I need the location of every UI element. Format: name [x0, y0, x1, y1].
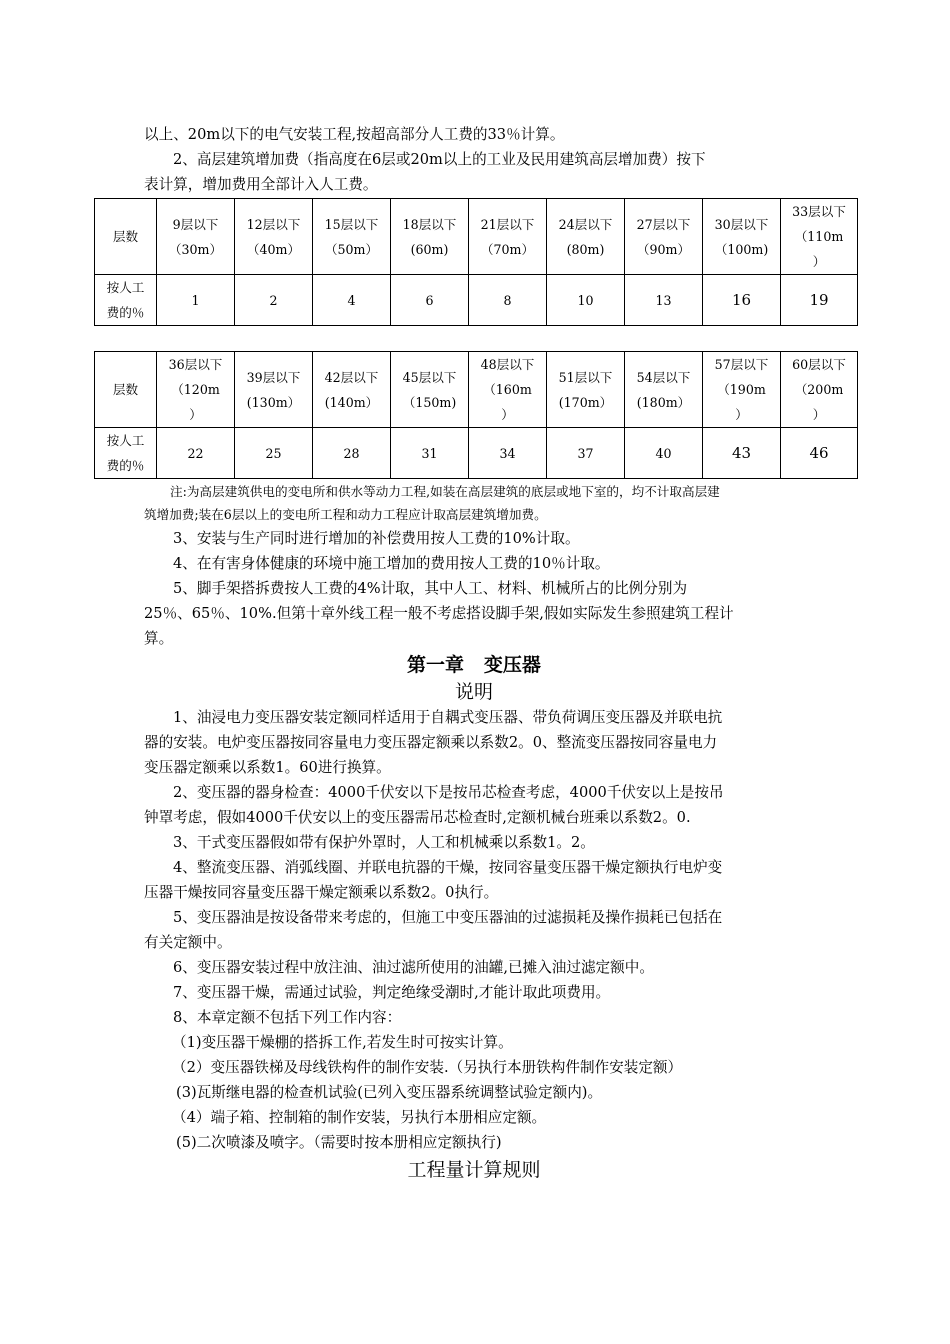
paragraph: 压器干燥按同容量变压器干燥定额乘以系数2。0执行。 — [144, 884, 499, 901]
floor-cell: 18层以下 (60m) — [391, 199, 469, 275]
intro-line-1: 以上、20m以下的电气安装工程,按超高部分人工费的33％计算。 — [144, 126, 565, 143]
floor-cell: 51层以下 (170m） — [547, 352, 625, 428]
row-label-percent: 按人工 费的％ — [95, 275, 157, 326]
table-row — [95, 352, 858, 428]
floor-cell: 60层以下 （200m ） — [781, 352, 858, 428]
paragraph: 算。 — [144, 630, 174, 647]
intro-block — [144, 122, 804, 197]
floor-cell: 57层以下 （190m ） — [703, 352, 781, 428]
chapter-title: 第一章 变压器 — [407, 654, 541, 676]
pct-cell: 2 — [235, 275, 313, 326]
paragraph: 25％、65％、10%.但第十章外线工程一般不考虑搭设脚手架,假如实际发生参照建筑工程计 — [144, 605, 734, 622]
body-block — [144, 480, 804, 1183]
surcharge-table-2 — [94, 351, 858, 479]
floor-cell: 21层以下 （70m） — [469, 199, 547, 275]
pct-cell: 43 — [703, 428, 781, 479]
note-line-2: 筑增加费;装在6层以上的变电所工程和动力工程应计取高层建筑增加费。 — [144, 507, 547, 522]
floor-cell: 54层以下 (180m） — [625, 352, 703, 428]
surcharge-table-1 — [94, 198, 858, 326]
floor-cell: 36层以下 （120m ） — [157, 352, 235, 428]
intro-line-3: 表计算，增加费用全部计入人工费。 — [144, 176, 378, 193]
paragraph: 7、变压器干燥，需通过试验，判定绝缘受潮时,才能计取此项费用。 — [173, 984, 611, 1001]
list-item: (3)瓦斯继电器的检查机试验(已列入变压器系统调整试验定额内)。 — [176, 1084, 603, 1101]
floor-cell: 33层以下 （110m ） — [781, 199, 858, 275]
pct-cell: 10 — [547, 275, 625, 326]
paragraph: 6、变压器安装过程中放注油、油过滤所使用的油罐,已摊入油过滤定额中。 — [173, 959, 654, 976]
floor-cell: 12层以下 （40m） — [235, 199, 313, 275]
floor-cell: 42层以下 (140m） — [313, 352, 391, 428]
paragraph: 有关定额中。 — [144, 934, 232, 951]
list-item: (5)二次喷漆及喷字。（需要时按本册相应定额执行) — [176, 1134, 502, 1151]
row-label-percent: 按人工 费的％ — [95, 428, 157, 479]
paragraph: 器的安装。电炉变压器按同容量电力变压器定额乘以系数2。0、整流变压器按同容量电力 — [144, 734, 718, 751]
note-line-1: 注:为高层建筑供电的变电所和供水等动力工程,如装在高层建筑的底层或地下室的，均不计取高层建 — [170, 484, 720, 499]
paragraph: 5、脚手架搭拆费按人工费的4%计取，其中人工、材料、机械所占的比例分别为 — [173, 580, 688, 597]
pct-cell: 19 — [781, 275, 858, 326]
floor-cell: 27层以下 （90m） — [625, 199, 703, 275]
paragraph: 变压器定额乘以系数1。60进行换算。 — [144, 759, 391, 776]
floor-cell: 48层以下 （160m ） — [469, 352, 547, 428]
row-label-floors: 层数 — [95, 199, 157, 275]
pct-cell: 4 — [313, 275, 391, 326]
pct-cell: 28 — [313, 428, 391, 479]
pct-cell: 46 — [781, 428, 858, 479]
list-item: （1)变压器干燥棚的搭拆工作,若发生时可按实计算。 — [172, 1034, 513, 1051]
intro-line-2: 2、高层建筑增加费（指高度在6层或20m以上的工业及民用建筑高层增加费）按下 — [173, 151, 706, 168]
list-item: （2）变压器铁梯及母线铁构件的制作安装.（另执行本册铁构件制作安装定额） — [172, 1059, 683, 1076]
floor-cell: 45层以下 （150m) — [391, 352, 469, 428]
floor-cell: 15层以下 （50m） — [313, 199, 391, 275]
list-item: （4）端子箱、控制箱的制作安装，另执行本册相应定额。 — [172, 1109, 547, 1126]
paragraph: 1、油浸电力变压器安装定额同样适用于自耦式变压器、带负荷调压变压器及并联电抗 — [173, 709, 723, 726]
pct-cell: 34 — [469, 428, 547, 479]
row-label-floors: 层数 — [95, 352, 157, 428]
floor-cell: 24层以下 (80m) — [547, 199, 625, 275]
paragraph: 2、变压器的器身检查：4000千伏安以下是按吊芯检查考虑，4000千伏安以上是按吊 — [173, 784, 724, 801]
pct-cell: 8 — [469, 275, 547, 326]
paragraph: 3、干式变压器假如带有保护外罩时，人工和机械乘以系数1。2。 — [173, 834, 595, 851]
paragraph: 4、在有害身体健康的环境中施工增加的费用按人工费的10％计取。 — [173, 555, 610, 572]
pct-cell: 6 — [391, 275, 469, 326]
table-row — [95, 428, 858, 479]
table-row — [95, 199, 858, 275]
floor-cell: 39层以下 (130m） — [235, 352, 313, 428]
paragraph: 钟罩考虑，假如4000千伏安以上的变压器需吊芯检查时,定额机械台班乘以系数2。0. — [144, 809, 691, 826]
pct-cell: 40 — [625, 428, 703, 479]
floor-cell: 9层以下 （30m） — [157, 199, 235, 275]
pct-cell: 1 — [157, 275, 235, 326]
section-heading: 说明 — [454, 681, 493, 703]
pct-cell: 16 — [703, 275, 781, 326]
paragraph: 8、本章定额不包括下列工作内容： — [173, 1009, 402, 1026]
paragraph: 4、整流变压器、消弧线圈、并联电抗器的干燥，按同容量变压器干燥定额执行电炉变 — [173, 859, 723, 876]
floor-cell: 30层以下 （100m) — [703, 199, 781, 275]
paragraph: 3、安装与生产同时进行增加的补偿费用按人工费的10%计取。 — [173, 530, 580, 547]
table-row — [95, 275, 858, 326]
pct-cell: 25 — [235, 428, 313, 479]
section-heading: 工程量计算规则 — [407, 1159, 541, 1181]
pct-cell: 13 — [625, 275, 703, 326]
pct-cell: 31 — [391, 428, 469, 479]
pct-cell: 22 — [157, 428, 235, 479]
paragraph: 5、变压器油是按设备带来考虑的，但施工中变压器油的过滤损耗及操作损耗已包括在 — [173, 909, 723, 926]
pct-cell: 37 — [547, 428, 625, 479]
